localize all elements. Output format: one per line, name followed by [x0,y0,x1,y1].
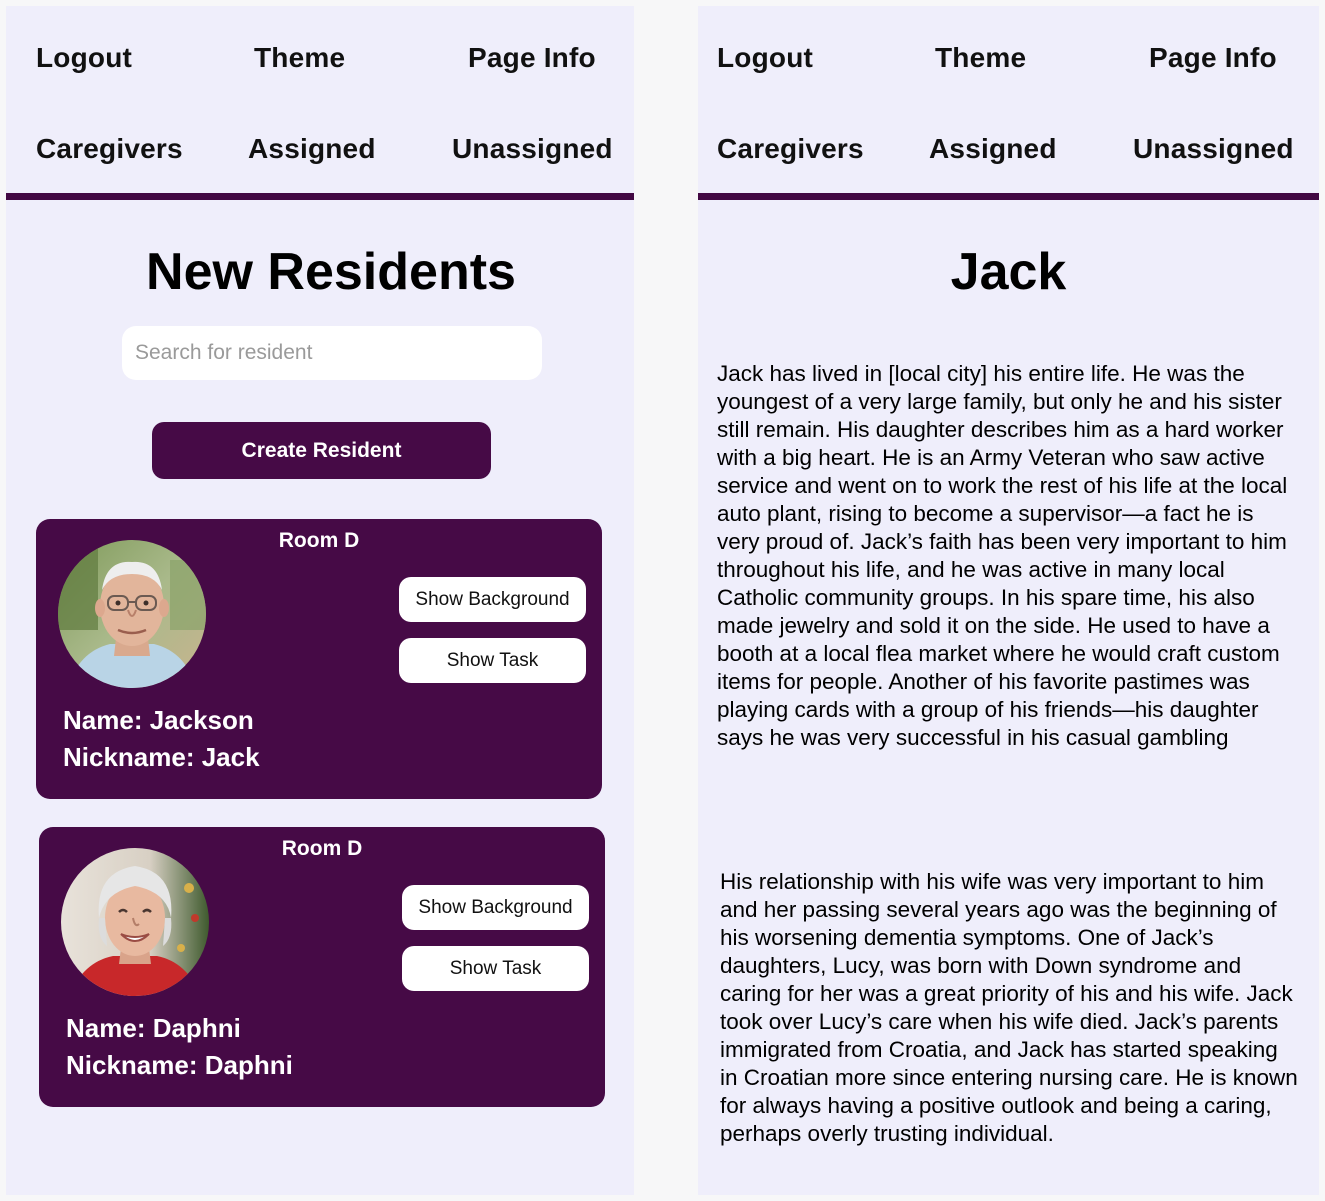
room-label: Room D [281,837,363,860]
room-label: Room D [278,529,360,552]
avatar [58,540,206,688]
resident-nickname: Nickname: Daphni [66,1050,293,1080]
show-task-button[interactable]: Show Task [402,946,589,991]
background-paragraph: Jack has lived in [local city] his entire life. He was the youngest of a very large family, but only he and his sister still remain. His daughter describes him as a hard worker with a big heart. He is an Army Veteran who saw active service and went on to work the rest of his life at the local auto plant, rising to become a supervisor—a fact he is very proud of. Jack’s faith has been very important to him throughout his life, and he was active in many local Catholic community groups. In his spare time, his also made jewelry and sold it on the side. He used to have a booth at a local flea market where he would craft custom items for people. Another of his favorite pastimes was playing cards with a group of his friends—his daughter says he was very successful in his casual gambling [717,361,1288,750]
resident-title: Jack [950,243,1067,301]
nav-logout[interactable]: Logout [36,42,133,73]
nav-theme[interactable]: Theme [254,42,346,73]
top-nav [698,6,1319,200]
create-resident-button[interactable]: Create Resident [152,422,491,479]
elderly-man-photo [58,540,206,688]
nav-logout[interactable]: Logout [717,42,814,73]
nav-theme[interactable]: Theme [935,42,1027,73]
background-screen [698,6,1319,1195]
nav-assigned[interactable]: Assigned [248,133,376,164]
nav-caregivers[interactable]: Caregivers [36,133,183,164]
nav-page-info[interactable]: Page Info [468,42,596,73]
show-task-button[interactable]: Show Task [399,638,586,683]
page-title: New Residents [146,243,516,301]
resident-name: Name: Jackson [63,705,254,735]
show-background-button[interactable]: Show Background [399,577,586,622]
top-nav [6,6,634,200]
nav-unassigned[interactable]: Unassigned [452,133,613,164]
resident-name: Name: Daphni [66,1013,241,1043]
resident-card [39,827,605,1107]
resident-card [36,519,602,799]
resident-nickname: Nickname: Jack [63,742,260,772]
nav-unassigned[interactable]: Unassigned [1133,133,1294,164]
nav-assigned[interactable]: Assigned [929,133,1057,164]
background-paragraph: His relationship with his wife was very important to him and her passing several years ago was the beginning of his worsening dementia symptoms. One of Jack’s daughters, Lucy, was born with Down syndrome and caring for her was a great priority of his and his wife. Jack took over Lucy’s care when his wife died. Jack’s parents immigrated from Croatia, and Jack has started speaking in Croatian more since entering nursing care. He is known for always having a positive outlook and being a caring, perhaps overly trusting individual. [720,869,1298,1146]
show-background-button[interactable]: Show Background [402,885,589,930]
nav-page-info[interactable]: Page Info [1149,42,1277,73]
residents-screen [6,6,634,1195]
nav-caregivers[interactable]: Caregivers [717,133,864,164]
avatar [61,848,209,996]
elderly-woman-photo [61,848,209,996]
search-input[interactable] [122,326,542,380]
